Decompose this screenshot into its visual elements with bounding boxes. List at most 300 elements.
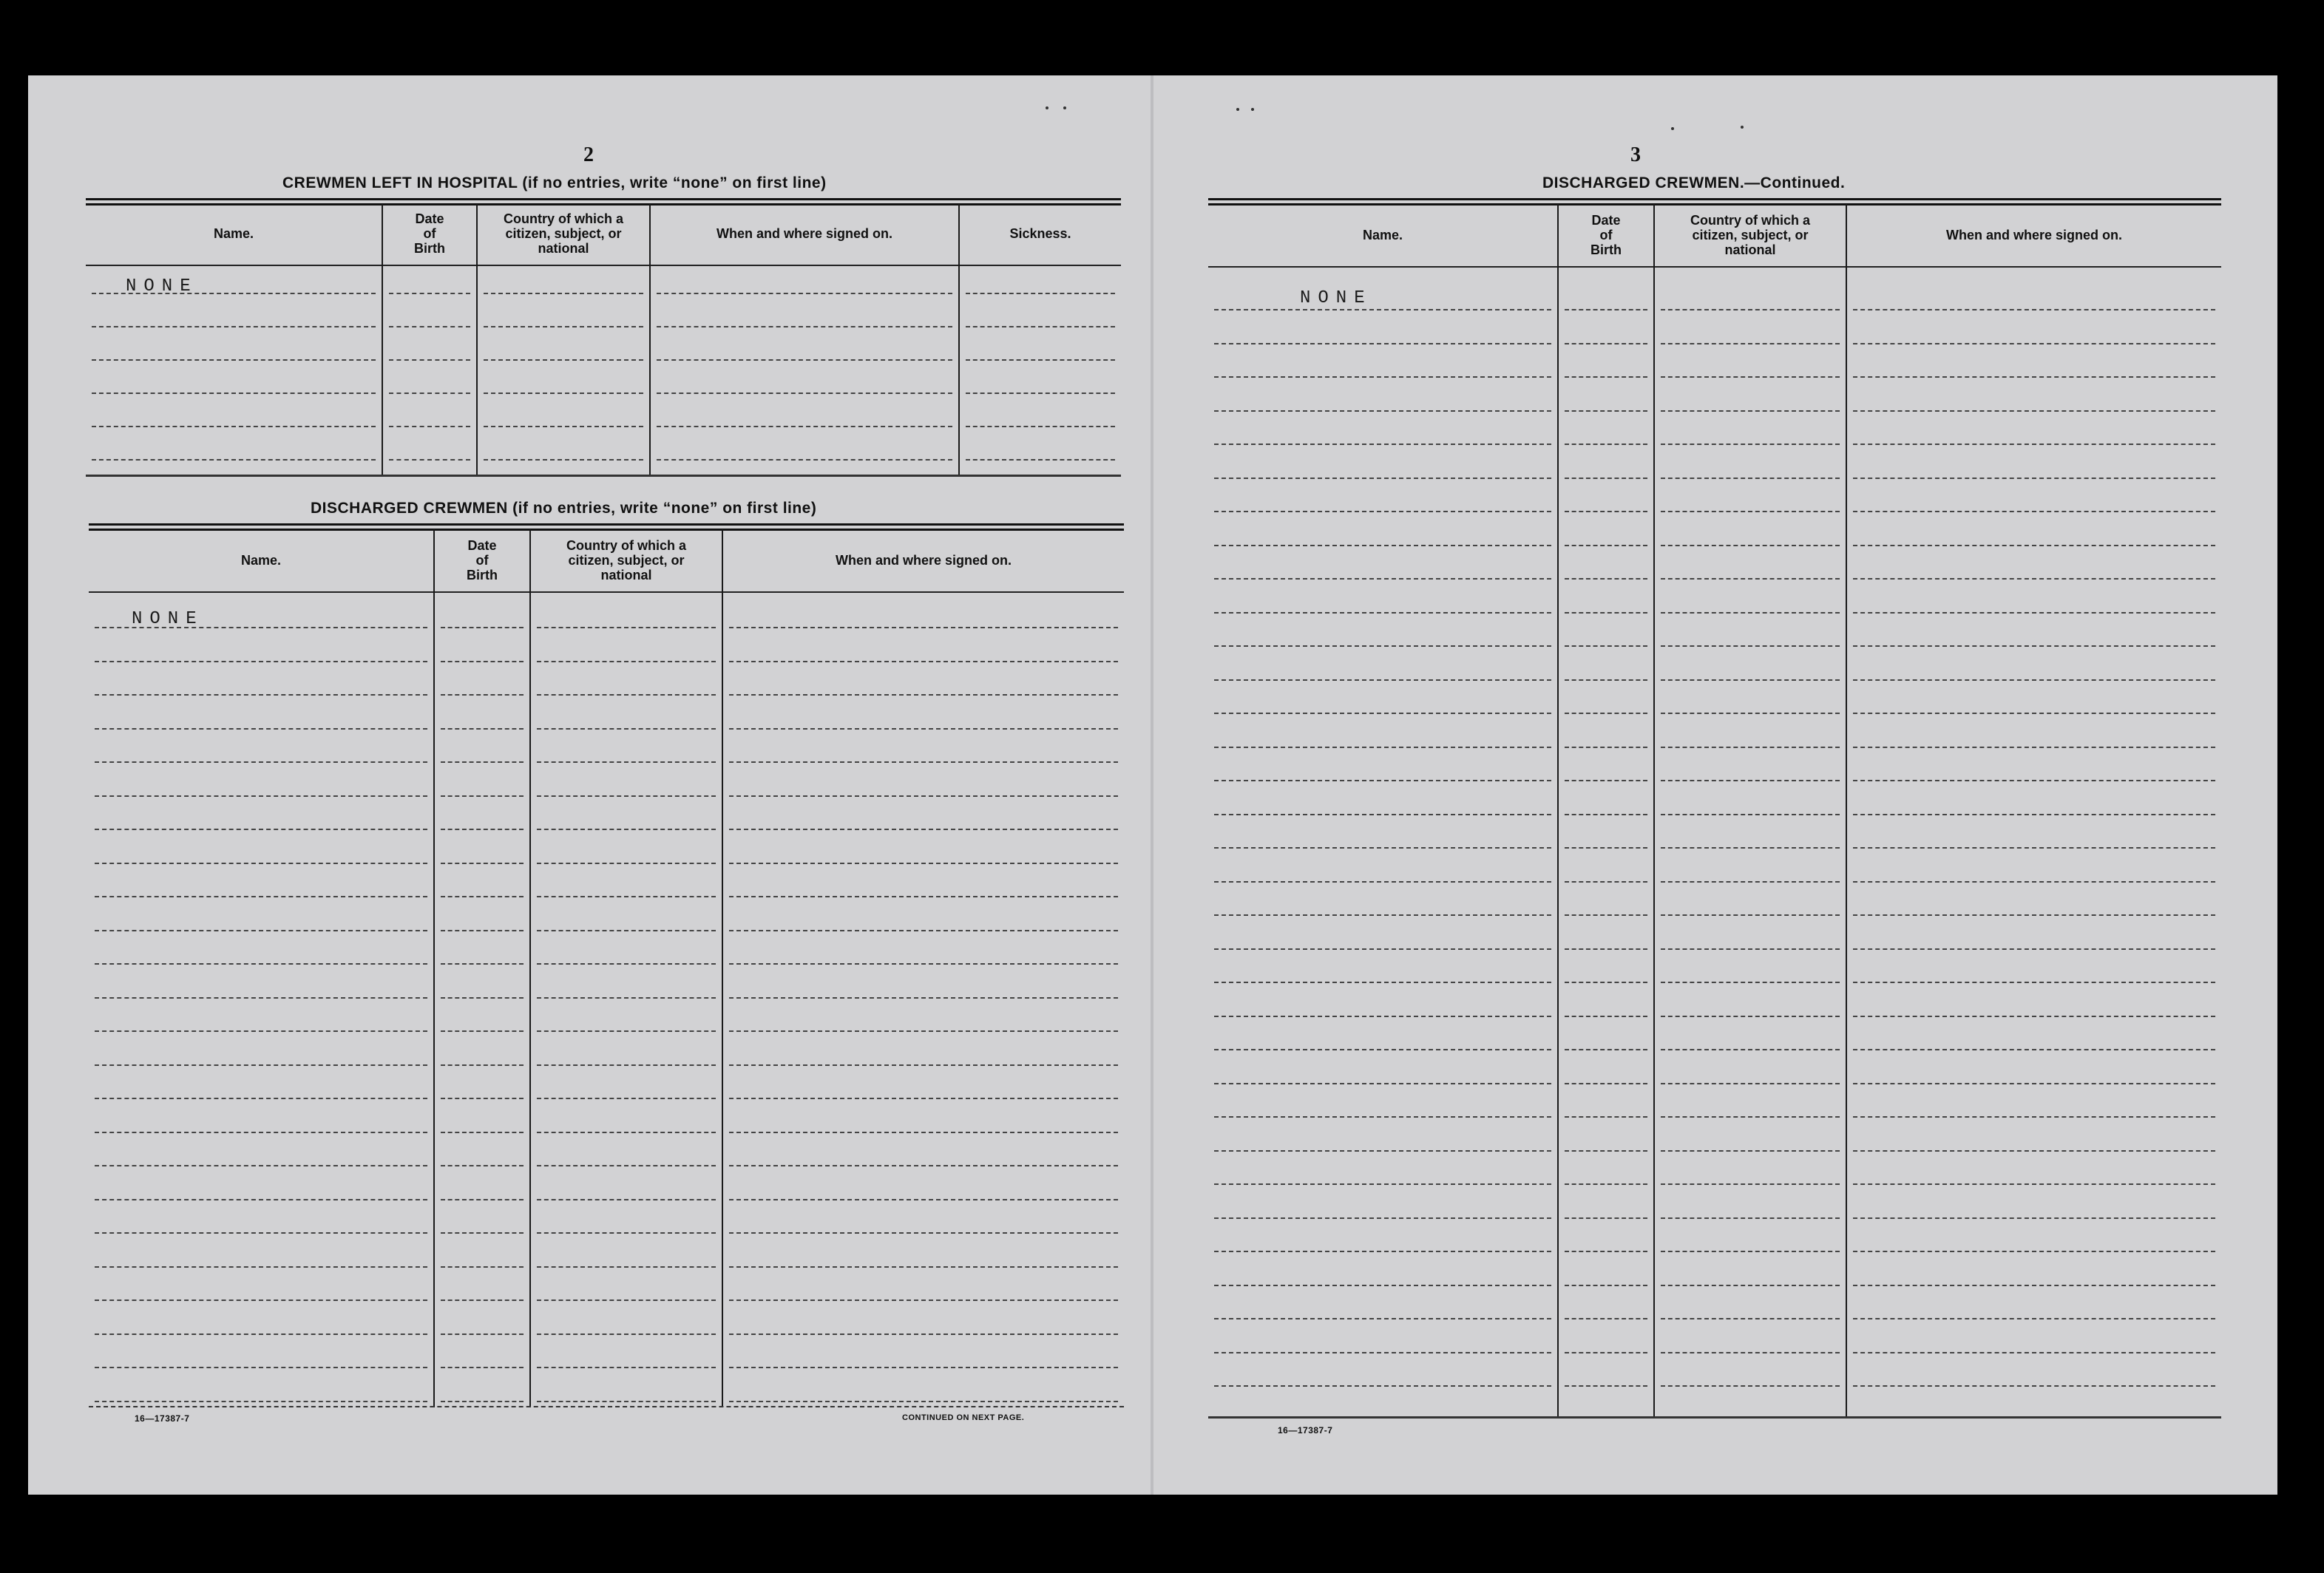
ruled-line: [1214, 881, 1551, 883]
ruled-line: [1661, 545, 1840, 546]
ruled-line: [1214, 545, 1551, 546]
ruled-line: [1214, 1016, 1551, 1017]
ruled-line: [1661, 376, 1840, 378]
ruled-line: [729, 829, 1118, 830]
ruled-line: [441, 1165, 524, 1166]
hospital-table: [86, 198, 1121, 476]
ruled-line: [1661, 982, 1840, 983]
ruled-line: [1565, 713, 1647, 714]
column-header: Country of which a citizen, subject, or national: [504, 211, 623, 256]
ruled-line: [95, 1030, 427, 1032]
ruled-line: [1661, 478, 1840, 479]
ruled-line: [1853, 713, 2215, 714]
ruled-line: [966, 459, 1115, 461]
column-header: Date of Birth: [1590, 213, 1622, 257]
ruled-line: [1853, 948, 2215, 950]
ruled-line: [1661, 814, 1840, 815]
ruled-line: [95, 1232, 427, 1234]
ruled-line: [729, 1030, 1118, 1032]
ruled-line: [1214, 376, 1551, 378]
column-header: When and where signed on.: [1945, 228, 2123, 242]
ruled-line: [389, 426, 470, 427]
ruled-line: [1565, 847, 1647, 849]
ink-speck: [1046, 106, 1048, 109]
ruled-line: [1214, 914, 1551, 916]
document-sheet: [28, 75, 2277, 1495]
ruled-line: [95, 1165, 427, 1166]
ruled-line: [441, 1334, 524, 1335]
ruled-line: [729, 1064, 1118, 1066]
ruled-line: [1853, 1049, 2215, 1050]
ruled-line: [729, 761, 1118, 763]
ruled-line: [95, 1064, 427, 1066]
ruled-line: [1853, 478, 2215, 479]
ruled-line: [95, 1367, 427, 1368]
ruled-line: [1661, 1083, 1840, 1084]
table-top-rule: [89, 523, 1124, 526]
ruled-line: [1565, 1385, 1647, 1387]
birth-date-column: [382, 204, 476, 476]
ruled-line: [729, 863, 1118, 864]
ruled-line: [1853, 679, 2215, 681]
ruled-line: [1853, 814, 2215, 815]
ruled-line: [1565, 747, 1647, 748]
ruled-line: [441, 761, 524, 763]
table-bottom-rule: [89, 1406, 1124, 1407]
ruled-line: [537, 694, 716, 696]
ruled-line: [729, 1132, 1118, 1133]
ruled-line: [1853, 914, 2215, 916]
ruled-line: [1661, 881, 1840, 883]
ruled-line: [1661, 1150, 1840, 1152]
ruled-line: [729, 795, 1118, 797]
page-number: 3: [1630, 143, 1641, 166]
ruled-line: [1565, 511, 1647, 512]
column-header: Date of Birth: [414, 211, 445, 256]
ruled-line: [537, 930, 716, 931]
ruled-line: [484, 426, 643, 427]
ruled-line: [1661, 1352, 1840, 1353]
hospital-section-title: CREWMEN LEFT IN HOSPITAL (if no entries, write “none” on first line): [282, 174, 827, 191]
ruled-line: [95, 728, 427, 730]
ruled-line: [1214, 511, 1551, 512]
ruled-line: [1214, 713, 1551, 714]
ruled-line: [95, 661, 427, 662]
ruled-line: [966, 326, 1115, 327]
ruled-line: [729, 997, 1118, 999]
ruled-line: [95, 863, 427, 864]
discharged-continued-table: [1208, 198, 2221, 1418]
ruled-line: [1853, 1183, 2215, 1185]
ruled-line: [729, 1367, 1118, 1368]
ruled-line: [441, 1132, 524, 1133]
ruled-line: [1853, 1318, 2215, 1319]
right-page: [1153, 75, 2277, 1495]
ruled-line: [537, 1064, 716, 1066]
ruled-line: [92, 359, 376, 361]
ruled-line: [1214, 478, 1551, 479]
ruled-line: [1853, 376, 2215, 378]
ruled-line: [441, 963, 524, 965]
discharged-table: [89, 523, 1124, 1407]
ruled-line: [537, 1030, 716, 1032]
table-bottom-rule: [1208, 1416, 2221, 1419]
ruled-line: [1214, 679, 1551, 681]
ruled-line: [1214, 847, 1551, 849]
ruled-line: [389, 359, 470, 361]
ruled-line: [1661, 747, 1840, 748]
ruled-line: [441, 1098, 524, 1099]
ruled-line: [1565, 1049, 1647, 1050]
ruled-line: [441, 1299, 524, 1301]
ruled-line: [537, 963, 716, 965]
ruled-line: [537, 795, 716, 797]
ruled-line: [1565, 645, 1647, 647]
ruled-line: [966, 426, 1115, 427]
ruled-line: [1661, 309, 1840, 310]
table-bottom-rule: [86, 475, 1121, 477]
ruled-line: [1661, 1251, 1840, 1252]
ruled-line: [657, 393, 952, 394]
ruled-line: [1214, 309, 1551, 310]
ruled-line: [1661, 713, 1840, 714]
ruled-line: [95, 1132, 427, 1133]
table-top-rule: [86, 198, 1121, 200]
ruled-line: [1214, 1251, 1551, 1252]
ruled-line: [1661, 612, 1840, 614]
ruled-line: [1853, 645, 2215, 647]
ruled-line: [92, 426, 376, 427]
ruled-line: [95, 963, 427, 965]
ruled-line: [95, 997, 427, 999]
ruled-line: [1661, 343, 1840, 344]
ruled-line: [441, 728, 524, 730]
ruled-line: [729, 1165, 1118, 1166]
column-header: Sickness.: [1009, 226, 1071, 241]
ruled-line: [95, 1266, 427, 1268]
ruled-line: [1661, 511, 1840, 512]
ruled-line: [537, 627, 716, 628]
ruled-line: [95, 896, 427, 897]
ruled-line: [1214, 1049, 1551, 1050]
ruled-line: [95, 829, 427, 830]
ruled-line: [1853, 545, 2215, 546]
ruled-line: [1661, 444, 1840, 445]
continued-note: CONTINUED ON NEXT PAGE.: [902, 1413, 1025, 1422]
column-header: Name.: [1362, 228, 1403, 242]
ruled-line: [95, 694, 427, 696]
ink-speck: [1236, 108, 1239, 111]
table-top-rule: [1208, 198, 2221, 200]
ruled-line: [657, 326, 952, 327]
ruled-line: [95, 1401, 427, 1402]
ruled-line: [1565, 1150, 1647, 1152]
ruled-line: [537, 829, 716, 830]
column-header: Name.: [213, 226, 254, 241]
column-header: When and where signed on.: [835, 553, 1012, 568]
ruled-line: [441, 795, 524, 797]
ruled-line: [1565, 679, 1647, 681]
ruled-line: [1214, 1285, 1551, 1286]
ruled-line: [1214, 444, 1551, 445]
ruled-line: [1853, 1385, 2215, 1387]
ruled-line: [537, 863, 716, 864]
ruled-line: [1214, 780, 1551, 781]
ruled-line: [1565, 948, 1647, 950]
ruled-line: [1661, 1285, 1840, 1286]
ruled-line: [1853, 1116, 2215, 1118]
sickness-column: [958, 204, 1121, 476]
ruled-line: [1853, 747, 2215, 748]
ruled-line: [537, 1367, 716, 1368]
ruled-line: [1565, 1251, 1647, 1252]
ruled-line: [1214, 1217, 1551, 1219]
ruled-line: [1565, 478, 1647, 479]
ruled-line: [1661, 578, 1840, 580]
ruled-line: [441, 1199, 524, 1200]
ruled-line: [729, 627, 1118, 628]
ruled-line: [1661, 1217, 1840, 1219]
ruled-line: [657, 293, 952, 294]
ruled-line: [95, 930, 427, 931]
country-column: [476, 204, 649, 476]
ruled-line: [92, 393, 376, 394]
ruled-line: [95, 1334, 427, 1335]
ruled-line: [1565, 814, 1647, 815]
ink-speck: [1741, 126, 1744, 129]
ruled-line: [1214, 1352, 1551, 1353]
ruled-line: [657, 426, 952, 427]
ruled-line: [1214, 343, 1551, 344]
ruled-line: [729, 1199, 1118, 1200]
ruled-line: [1565, 1285, 1647, 1286]
name-entry: NONE: [132, 609, 204, 629]
discharged-continued-title: DISCHARGED CREWMEN.—Continued.: [1542, 174, 1846, 191]
signed-on-column: [649, 204, 958, 476]
ruled-line: [537, 1199, 716, 1200]
ruled-line: [537, 1334, 716, 1335]
ruled-line: [1853, 780, 2215, 781]
ruled-line: [729, 1334, 1118, 1335]
ruled-line: [537, 661, 716, 662]
ruled-line: [537, 1132, 716, 1133]
ruled-line: [389, 459, 470, 461]
ruled-line: [441, 1030, 524, 1032]
ruled-line: [537, 1401, 716, 1402]
ruled-line: [1661, 914, 1840, 916]
ruled-line: [1565, 1352, 1647, 1353]
page-number: 2: [583, 143, 594, 166]
ruled-line: [441, 694, 524, 696]
ruled-line: [1565, 444, 1647, 445]
ruled-line: [441, 896, 524, 897]
ruled-line: [484, 459, 643, 461]
ruled-line: [1853, 410, 2215, 412]
ruled-line: [1214, 1150, 1551, 1152]
ink-speck: [1251, 108, 1254, 111]
ruled-line: [1214, 948, 1551, 950]
ruled-line: [1853, 1217, 2215, 1219]
country-column: [529, 529, 722, 1407]
form-number: 16—17387-7: [135, 1413, 190, 1424]
form-number: 16—17387-7: [1278, 1425, 1333, 1436]
ruled-line: [1565, 780, 1647, 781]
ruled-line: [1565, 1016, 1647, 1017]
ruled-line: [1661, 679, 1840, 681]
ruled-line: [729, 728, 1118, 730]
ruled-line: [537, 896, 716, 897]
ruled-line: [1853, 1251, 2215, 1252]
column-header: When and where signed on.: [716, 226, 893, 241]
ruled-line: [1214, 1385, 1551, 1387]
name-entry: NONE: [1300, 288, 1372, 308]
ruled-line: [537, 1232, 716, 1234]
ruled-line: [441, 930, 524, 931]
birth-date-column: [433, 529, 529, 1407]
ruled-line: [441, 997, 524, 999]
ruled-line: [441, 1064, 524, 1066]
ruled-line: [1661, 410, 1840, 412]
ruled-line: [1214, 1183, 1551, 1185]
ruled-line: [537, 1165, 716, 1166]
ruled-line: [729, 1232, 1118, 1234]
ruled-line: [537, 761, 716, 763]
ruled-line: [1214, 982, 1551, 983]
ruled-line: [92, 326, 376, 327]
ink-speck: [1671, 127, 1674, 130]
ruled-line: [389, 293, 470, 294]
ruled-line: [1661, 847, 1840, 849]
ruled-line: [1565, 1116, 1647, 1118]
ruled-line: [441, 1266, 524, 1268]
ruled-line: [95, 795, 427, 797]
ruled-line: [1565, 545, 1647, 546]
ruled-line: [729, 1266, 1118, 1268]
ruled-line: [1565, 914, 1647, 916]
left-page: [28, 75, 1151, 1495]
ruled-line: [1565, 343, 1647, 344]
ruled-line: [1565, 578, 1647, 580]
ruled-line: [441, 829, 524, 830]
ruled-line: [1214, 578, 1551, 580]
ruled-line: [1853, 881, 2215, 883]
ruled-line: [729, 930, 1118, 931]
signed-on-column: [722, 529, 1124, 1407]
ruled-line: [1214, 814, 1551, 815]
ruled-line: [1565, 982, 1647, 983]
ruled-line: [441, 627, 524, 628]
ruled-line: [1661, 1049, 1840, 1050]
ruled-line: [1565, 1217, 1647, 1219]
ruled-line: [1661, 780, 1840, 781]
ruled-line: [1565, 410, 1647, 412]
ruled-line: [95, 1098, 427, 1099]
ruled-line: [1853, 578, 2215, 580]
ruled-line: [729, 1098, 1118, 1099]
ruled-line: [1565, 376, 1647, 378]
ruled-line: [657, 359, 952, 361]
ruled-line: [389, 326, 470, 327]
ruled-line: [729, 1401, 1118, 1402]
ruled-line: [1853, 847, 2215, 849]
ruled-line: [484, 359, 643, 361]
ruled-line: [1661, 1183, 1840, 1185]
ruled-line: [95, 1299, 427, 1301]
ruled-line: [537, 728, 716, 730]
ruled-line: [1853, 1083, 2215, 1084]
ruled-line: [1853, 511, 2215, 512]
ruled-line: [729, 694, 1118, 696]
ruled-line: [95, 627, 427, 628]
ruled-line: [92, 459, 376, 461]
column-header: Name.: [240, 553, 282, 568]
ruled-line: [1661, 1116, 1840, 1118]
column-header: Date of Birth: [467, 538, 498, 582]
ruled-line: [1661, 1318, 1840, 1319]
ruled-line: [1853, 982, 2215, 983]
ruled-line: [1565, 1183, 1647, 1185]
ruled-line: [1214, 1116, 1551, 1118]
ruled-line: [1853, 444, 2215, 445]
ruled-line: [1214, 1318, 1551, 1319]
ruled-line: [1853, 1150, 2215, 1152]
ruled-line: [729, 661, 1118, 662]
ruled-line: [1565, 1083, 1647, 1084]
ruled-line: [95, 761, 427, 763]
ruled-line: [1565, 1318, 1647, 1319]
ruled-line: [1214, 747, 1551, 748]
ruled-line: [441, 661, 524, 662]
ruled-line: [441, 1401, 524, 1402]
ruled-line: [92, 293, 376, 294]
ruled-line: [1853, 1016, 2215, 1017]
discharged-section-title: DISCHARGED CREWMEN (if no entries, write “none” on first line): [311, 500, 817, 517]
column-header: Country of which a citizen, subject, or national: [566, 538, 686, 582]
ruled-line: [1661, 948, 1840, 950]
name-column: [89, 529, 433, 1407]
ruled-line: [729, 896, 1118, 897]
ruled-line: [729, 1299, 1118, 1301]
ruled-line: [1853, 1285, 2215, 1286]
ruled-line: [484, 293, 643, 294]
ink-speck: [1063, 106, 1066, 109]
ruled-line: [1853, 612, 2215, 614]
ruled-line: [729, 963, 1118, 965]
ruled-line: [966, 359, 1115, 361]
ruled-line: [1214, 410, 1551, 412]
ruled-line: [441, 863, 524, 864]
ruled-line: [1853, 343, 2215, 344]
ruled-line: [1661, 1016, 1840, 1017]
ruled-line: [1565, 309, 1647, 310]
ruled-line: [1565, 612, 1647, 614]
country-column: [1653, 204, 1846, 1418]
name-column: [86, 204, 382, 476]
ruled-line: [966, 393, 1115, 394]
ruled-line: [484, 326, 643, 327]
ruled-line: [1661, 1385, 1840, 1387]
name-column: [1208, 204, 1557, 1418]
ruled-line: [1853, 309, 2215, 310]
ruled-line: [537, 997, 716, 999]
ruled-line: [537, 1266, 716, 1268]
name-entry: NONE: [126, 276, 198, 296]
ruled-line: [441, 1367, 524, 1368]
column-header: Country of which a citizen, subject, or national: [1690, 213, 1810, 257]
ruled-line: [1214, 1083, 1551, 1084]
ruled-line: [1565, 881, 1647, 883]
ruled-line: [1214, 612, 1551, 614]
